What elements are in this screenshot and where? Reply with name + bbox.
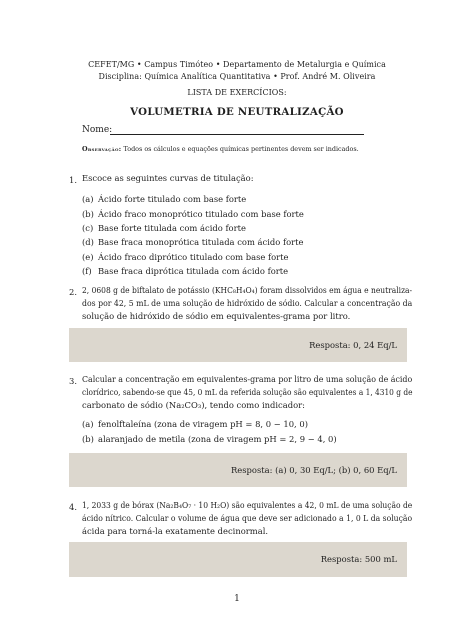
question-3-line-1: Calcular a concentração em equivalentes-grama por litro de uma solução de ácido [82,374,413,384]
question-2-line-2: dos por 42, 5 mL de uma solução de hidróxido de sódio. Calcular a concentração da [82,298,413,308]
option-text: Ácido forte titulado com base forte [98,194,247,204]
header-list-label: LISTA DE EXERCÍCIOS: [187,88,287,98]
question-1-option-e [82,252,288,262]
option-label: (a) [82,194,94,204]
answer-text: Resposta: 0, 24 Eq/L [309,340,397,350]
option-text: fenolftaleína (zona de viragem pH = 8, 0 − 10, 0) [98,419,308,429]
name-label: Nome: [82,125,113,135]
answer-text: Resposta: (a) 0, 30 Eq/L; (b) 0, 60 Eq/L [231,465,397,475]
answer-box-2 [69,328,407,362]
observation-text: Todos os cálculos e equações químicas pertinentes devem ser indicados. [123,145,359,153]
question-1-text: Escoce as seguintes curvas de titulação: [82,173,254,183]
option-label: (d) [82,237,94,247]
question-1-option-b [82,209,304,219]
question-2-line-3: solução de hidróxido de sódio em equivalentes-grama por litro. [82,311,351,321]
option-text: Base fraca diprótica titulada com ácido forte [98,266,289,276]
question-1-option-d [82,237,303,247]
option-label: (f) [82,266,92,276]
answer-box-3 [69,453,407,487]
question-3-line-3: carbonato de sódio (Na₂CO₃), tendo como indicador: [82,400,305,410]
header-institution: CEFET/MG • Campus Timóteo • Departamento de Metalurgia e Química [88,60,386,70]
page-number: 1 [234,594,240,604]
option-text: Base forte titulada com ácido forte [98,223,246,233]
question-3-number: 3. [69,376,77,386]
option-label: (e) [82,252,94,262]
question-3-option-b [82,434,337,444]
option-text: Ácido fraco monoprótico titulado com base forte [98,209,304,219]
question-2-line-1: 2, 0608 g de biftalato de potássio (KHC₈H₄O₄) foram dissolvidos em água e neutraliza- [82,285,413,295]
option-text: Base fraca monoprótica titulada com ácido forte [98,237,304,247]
answer-text: Resposta: 500 mL [320,554,397,564]
page-title: VOLUMETRIA DE NEUTRALIZAÇÃO [130,106,344,118]
answer-box-4 [69,542,407,577]
question-4-line-2: ácido nítrico. Calcular o volume de água que deve ser adicionado a 1, 0 L da solução [82,513,413,523]
observation-label: Observação: [82,145,122,153]
question-1-number: 1. [69,175,77,185]
option-text: alaranjado de metila (zona de viragem pH = 2, 9 − 4, 0) [98,434,337,444]
question-4-number: 4. [69,502,77,512]
observation-note [82,145,359,153]
question-4-line-1: 1, 2033 g de bórax (Na₂B₄O₇ · 10 H₂O) são equivalentes a 42, 0 mL de uma solução de [82,500,413,510]
header-course: Disciplina: Química Analítica Quantitativa • Prof. André M. Oliveira [98,72,376,82]
question-3-line-2: clorídrico, sabendo-se que 45, 0 mL da referida solução são equivalentes a 1, 4310 g de [82,387,413,397]
question-4-line-3: ácida para torná-la exatamente decinormal. [82,526,269,536]
name-field-line[interactable] [110,134,364,135]
question-1-option-a [82,194,246,204]
option-text: Ácido fraco diprótico titulado com base forte [98,252,289,262]
option-label: (b) [82,434,94,444]
option-label: (c) [82,223,94,233]
question-1-option-f [82,266,288,276]
option-label: (b) [82,209,94,219]
question-3-option-a [82,419,308,429]
question-2-number: 2. [69,287,77,297]
option-label: (a) [82,419,94,429]
question-1-option-c [82,223,246,233]
